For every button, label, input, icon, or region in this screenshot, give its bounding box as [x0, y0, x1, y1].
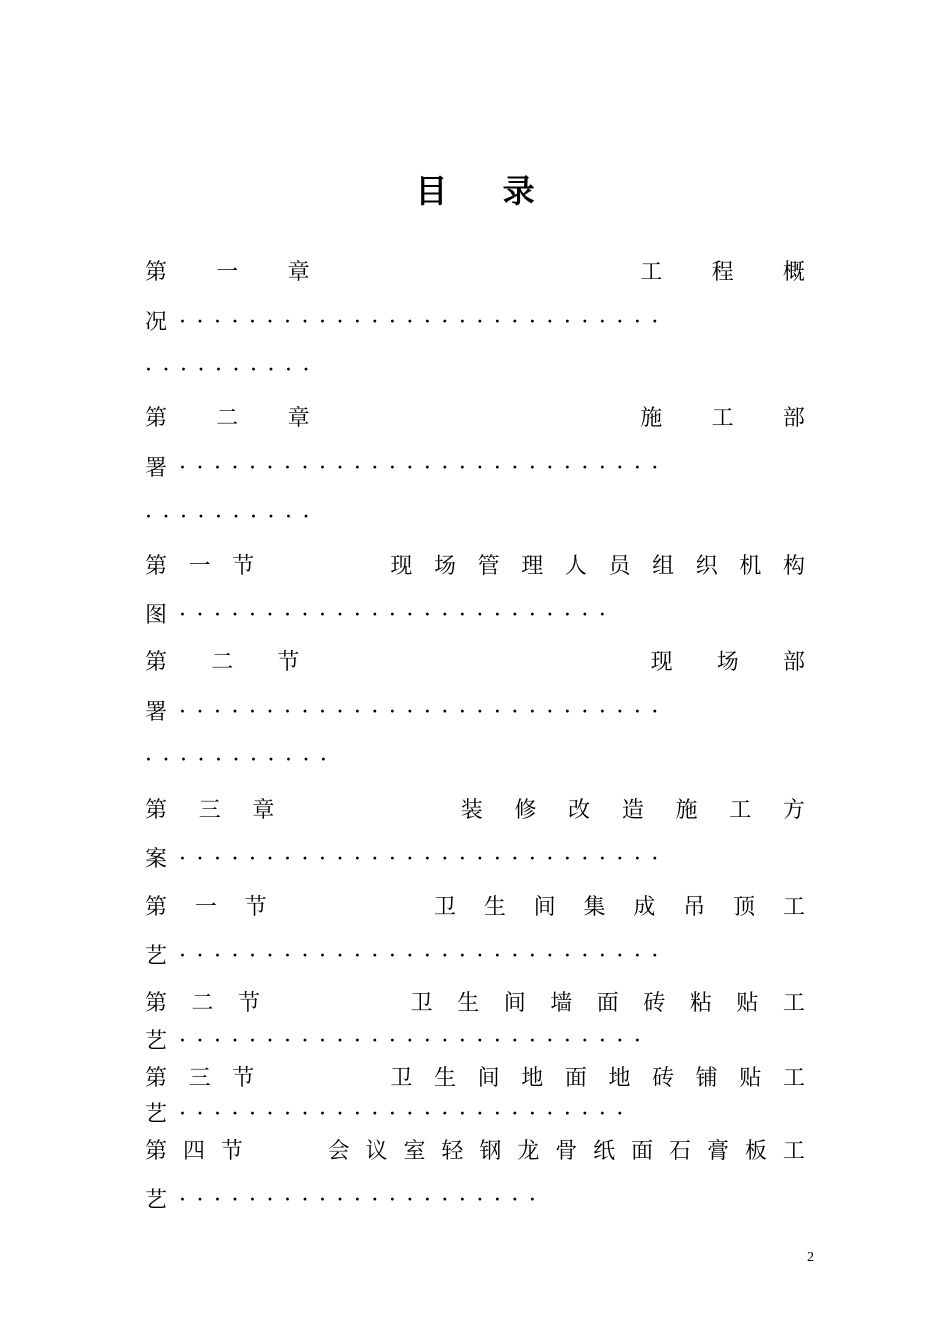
toc-heading-char: 议 — [365, 1139, 388, 1164]
page-number: 2 — [807, 1250, 814, 1265]
toc-heading-char: 面 — [631, 1139, 654, 1164]
toc-heading-char — [362, 1064, 369, 1094]
toc-heading-last-char: 艺 — [145, 944, 168, 969]
toc-heading-char: 铺 — [695, 1066, 718, 1091]
toc-heading-char: 第 — [145, 798, 168, 823]
toc-heading-char: 第 — [145, 1139, 168, 1164]
toc-heading-char — [364, 893, 371, 923]
toc-heading-char: 现 — [390, 554, 413, 579]
toc-heading-char — [415, 258, 422, 288]
toc-heading-char: 施 — [640, 406, 663, 431]
toc-heading-char: 顶 — [733, 895, 756, 920]
page-title: 目 录 — [415, 172, 557, 210]
toc-entry-heading[interactable] — [145, 258, 805, 288]
toc-entry-leader-line — [145, 698, 805, 728]
toc-heading-char: 纸 — [593, 1139, 616, 1164]
toc-heading-char — [471, 404, 478, 434]
toc-heading-char: 四 — [182, 1139, 205, 1164]
toc-heading-char: 场 — [433, 554, 456, 579]
toc-heading-char: 石 — [669, 1139, 692, 1164]
toc-heading-last-char: 艺 — [145, 1188, 168, 1213]
toc-entry-heading[interactable] — [145, 796, 805, 826]
toc-heading-char: 二 — [216, 406, 239, 431]
toc-heading-char: 面 — [564, 1066, 587, 1091]
toc-heading-char: 会 — [327, 1139, 350, 1164]
toc-leader-dots-continued: ·········· — [145, 358, 320, 383]
toc-leader-dots: ···························· — [179, 700, 669, 725]
toc-heading-char: 生 — [433, 1066, 456, 1091]
toc-heading-char — [471, 258, 478, 288]
toc-heading-char: 一 — [188, 554, 211, 579]
toc-heading-char: 生 — [483, 895, 506, 920]
toc-heading-char: 钢 — [479, 1139, 502, 1164]
toc-entry-leader-line — [145, 308, 805, 338]
toc-heading-char — [497, 648, 504, 678]
toc-heading-char — [379, 989, 386, 1019]
toc-heading-char: 第 — [145, 260, 168, 285]
toc-heading-char — [344, 648, 351, 678]
toc-entry-leader-line — [145, 454, 805, 484]
toc-heading-char: 工 — [711, 406, 734, 431]
toc-heading-char: 组 — [652, 554, 675, 579]
toc-leader-dots: ························· — [179, 603, 617, 628]
toc-heading-char — [362, 552, 369, 582]
toc-heading-char: 地 — [608, 1066, 631, 1091]
toc-heading-char: 二 — [191, 991, 214, 1016]
toc-heading-char — [305, 1137, 312, 1167]
toc-heading-last-char: 艺 — [145, 1102, 168, 1127]
toc-heading-char — [304, 552, 311, 582]
toc-heading-char: 节 — [238, 991, 261, 1016]
toc-entry-leader-line — [145, 845, 805, 875]
toc-heading-char: 卫 — [433, 895, 456, 920]
toc-heading-char: 管 — [477, 554, 500, 579]
toc-heading-char: 间 — [503, 991, 526, 1016]
toc-heading-char: 章 — [252, 798, 275, 823]
toc-heading-char: 场 — [716, 650, 739, 675]
toc-heading-char — [399, 893, 406, 923]
toc-heading-char — [259, 1137, 266, 1167]
toc-heading-last-char: 案 — [145, 847, 168, 872]
toc-heading-char: 第 — [145, 991, 168, 1016]
toc-heading-char: 成 — [633, 895, 656, 920]
toc-heading-char: 第 — [145, 554, 168, 579]
toc-heading-char — [415, 404, 422, 434]
toc-leader-dots-continued: ·········· — [145, 505, 320, 530]
toc-entry-heading[interactable] — [145, 989, 805, 1019]
toc-heading-char: 现 — [650, 650, 673, 675]
toc-heading-last-char: 署 — [145, 700, 168, 725]
toc-heading-char: 造 — [621, 798, 644, 823]
toc-heading-char: 部 — [782, 650, 805, 675]
toc-leader-dots: ···························· — [179, 310, 669, 335]
toc-heading-char: 砖 — [652, 1066, 675, 1091]
toc-heading-char: 室 — [403, 1139, 426, 1164]
toc-heading-char — [359, 404, 366, 434]
toc-heading-char: 间 — [477, 1066, 500, 1091]
toc-heading-char: 贴 — [739, 1066, 762, 1091]
toc-heading-char — [395, 648, 402, 678]
toc-heading-char: 第 — [145, 895, 168, 920]
toc-heading-char: 二 — [211, 650, 234, 675]
toc-entry-heading[interactable] — [145, 893, 805, 923]
toc-heading-last-char: 署 — [145, 456, 168, 481]
toc-heading-char: 三 — [188, 1066, 211, 1091]
toc-heading-char: 施 — [675, 798, 698, 823]
toc-entry-heading[interactable] — [145, 1137, 805, 1167]
toc-heading-char — [316, 989, 323, 1019]
toc-heading-char: 卫 — [410, 991, 433, 1016]
toc-heading-char: 粘 — [689, 991, 712, 1016]
toc-entry-leader-line — [145, 1186, 805, 1216]
toc-heading-char — [285, 989, 292, 1019]
toc-heading-char — [528, 258, 535, 288]
toc-leader-dots: ····················· — [179, 1188, 547, 1213]
toc-heading-char — [333, 1064, 340, 1094]
toc-heading-char: 贴 — [736, 991, 759, 1016]
toc-heading-char: 概 — [782, 260, 805, 285]
toc-heading-char: 节 — [232, 1066, 255, 1091]
toc-heading-char: 集 — [583, 895, 606, 920]
toc-heading-char — [348, 989, 355, 1019]
toc-heading-char: 章 — [287, 406, 310, 431]
toc-heading-char: 第 — [145, 650, 168, 675]
toc-heading-char: 墙 — [550, 991, 573, 1016]
toc-heading-char: 理 — [521, 554, 544, 579]
toc-heading-char: 间 — [533, 895, 556, 920]
toc-entry-heading[interactable] — [145, 552, 805, 582]
toc-heading-char — [333, 552, 340, 582]
toc-leader-dots-continued: ··········· — [145, 748, 338, 773]
toc-entry-leader-line — [145, 601, 805, 631]
toc-heading-char — [584, 404, 591, 434]
toc-heading-char: 骨 — [555, 1139, 578, 1164]
toc-heading-char — [304, 1064, 311, 1094]
toc-heading-char: 砖 — [643, 991, 666, 1016]
toc-heading-char — [446, 648, 453, 678]
toc-heading-char: 膏 — [706, 1139, 729, 1164]
toc-entry-leader-line — [145, 1027, 805, 1057]
toc-heading-char: 程 — [711, 260, 734, 285]
toc-heading-char: 节 — [244, 895, 267, 920]
toc-heading-char — [345, 796, 352, 826]
toc-heading-last-char: 图 — [145, 603, 168, 628]
toc-heading-char: 改 — [568, 798, 591, 823]
toc-heading-char — [422, 796, 429, 826]
toc-heading-char — [359, 258, 366, 288]
toc-heading-char: 装 — [460, 798, 483, 823]
toc-heading-char — [276, 552, 283, 582]
toc-heading-char: 一 — [216, 260, 239, 285]
toc-heading-char: 三 — [198, 798, 221, 823]
toc-heading-char: 第 — [145, 1066, 168, 1091]
toc-heading-char: 一 — [194, 895, 217, 920]
toc-entry-heading[interactable] — [145, 648, 805, 678]
toc-heading-char — [528, 404, 535, 434]
toc-entry-heading[interactable] — [145, 1064, 805, 1094]
toc-leader-dots: ·························· — [179, 1102, 634, 1127]
toc-heading-char — [599, 648, 606, 678]
toc-heading-char: 工 — [782, 895, 805, 920]
toc-leader-dots: ··························· — [179, 1029, 652, 1054]
toc-leader-dots: ···························· — [179, 944, 669, 969]
toc-heading-char: 面 — [596, 991, 619, 1016]
toc-heading-char: 员 — [608, 554, 631, 579]
toc-entry-leader-line — [145, 942, 805, 972]
toc-heading-char — [306, 796, 313, 826]
toc-heading-char: 工 — [640, 260, 663, 285]
toc-leader-dots: ···························· — [179, 456, 669, 481]
toc-heading-char: 龙 — [517, 1139, 540, 1164]
toc-heading-char — [584, 258, 591, 288]
toc-heading-char — [295, 893, 302, 923]
toc-heading-char: 方 — [782, 798, 805, 823]
toc-heading-char: 机 — [739, 554, 762, 579]
toc-heading-char: 地 — [521, 1066, 544, 1091]
toc-heading-char — [383, 796, 390, 826]
toc-leader-dots: ···························· — [179, 847, 669, 872]
toc-heading-char — [548, 648, 555, 678]
toc-heading-char: 工 — [729, 798, 752, 823]
toc-heading-char: 卫 — [390, 1066, 413, 1091]
toc-heading-char: 修 — [514, 798, 537, 823]
toc-heading-char: 板 — [744, 1139, 767, 1164]
toc-entry-leader-line — [145, 1100, 805, 1130]
toc-heading-char — [329, 893, 336, 923]
toc-heading-char: 节 — [232, 554, 255, 579]
toc-heading-char: 生 — [457, 991, 480, 1016]
toc-heading-char: 工 — [782, 1139, 805, 1164]
toc-heading-char — [282, 1137, 289, 1167]
toc-heading-char: 第 — [145, 406, 168, 431]
toc-heading-last-char: 艺 — [145, 1029, 168, 1054]
toc-entry-heading[interactable] — [145, 404, 805, 434]
toc-heading-char: 部 — [782, 406, 805, 431]
toc-heading-char — [276, 1064, 283, 1094]
toc-heading-char: 吊 — [683, 895, 706, 920]
toc-heading-char: 织 — [695, 554, 718, 579]
toc-heading-char: 轻 — [441, 1139, 464, 1164]
toc-heading-char: 工 — [782, 991, 805, 1016]
toc-heading-last-char: 况 — [145, 310, 168, 335]
toc-heading-char: 工 — [782, 1066, 805, 1091]
toc-heading-char: 章 — [287, 260, 310, 285]
toc-heading-char: 人 — [564, 554, 587, 579]
toc-heading-char: 构 — [782, 554, 805, 579]
toc-heading-char: 节 — [220, 1139, 243, 1164]
toc-heading-char: 节 — [277, 650, 300, 675]
